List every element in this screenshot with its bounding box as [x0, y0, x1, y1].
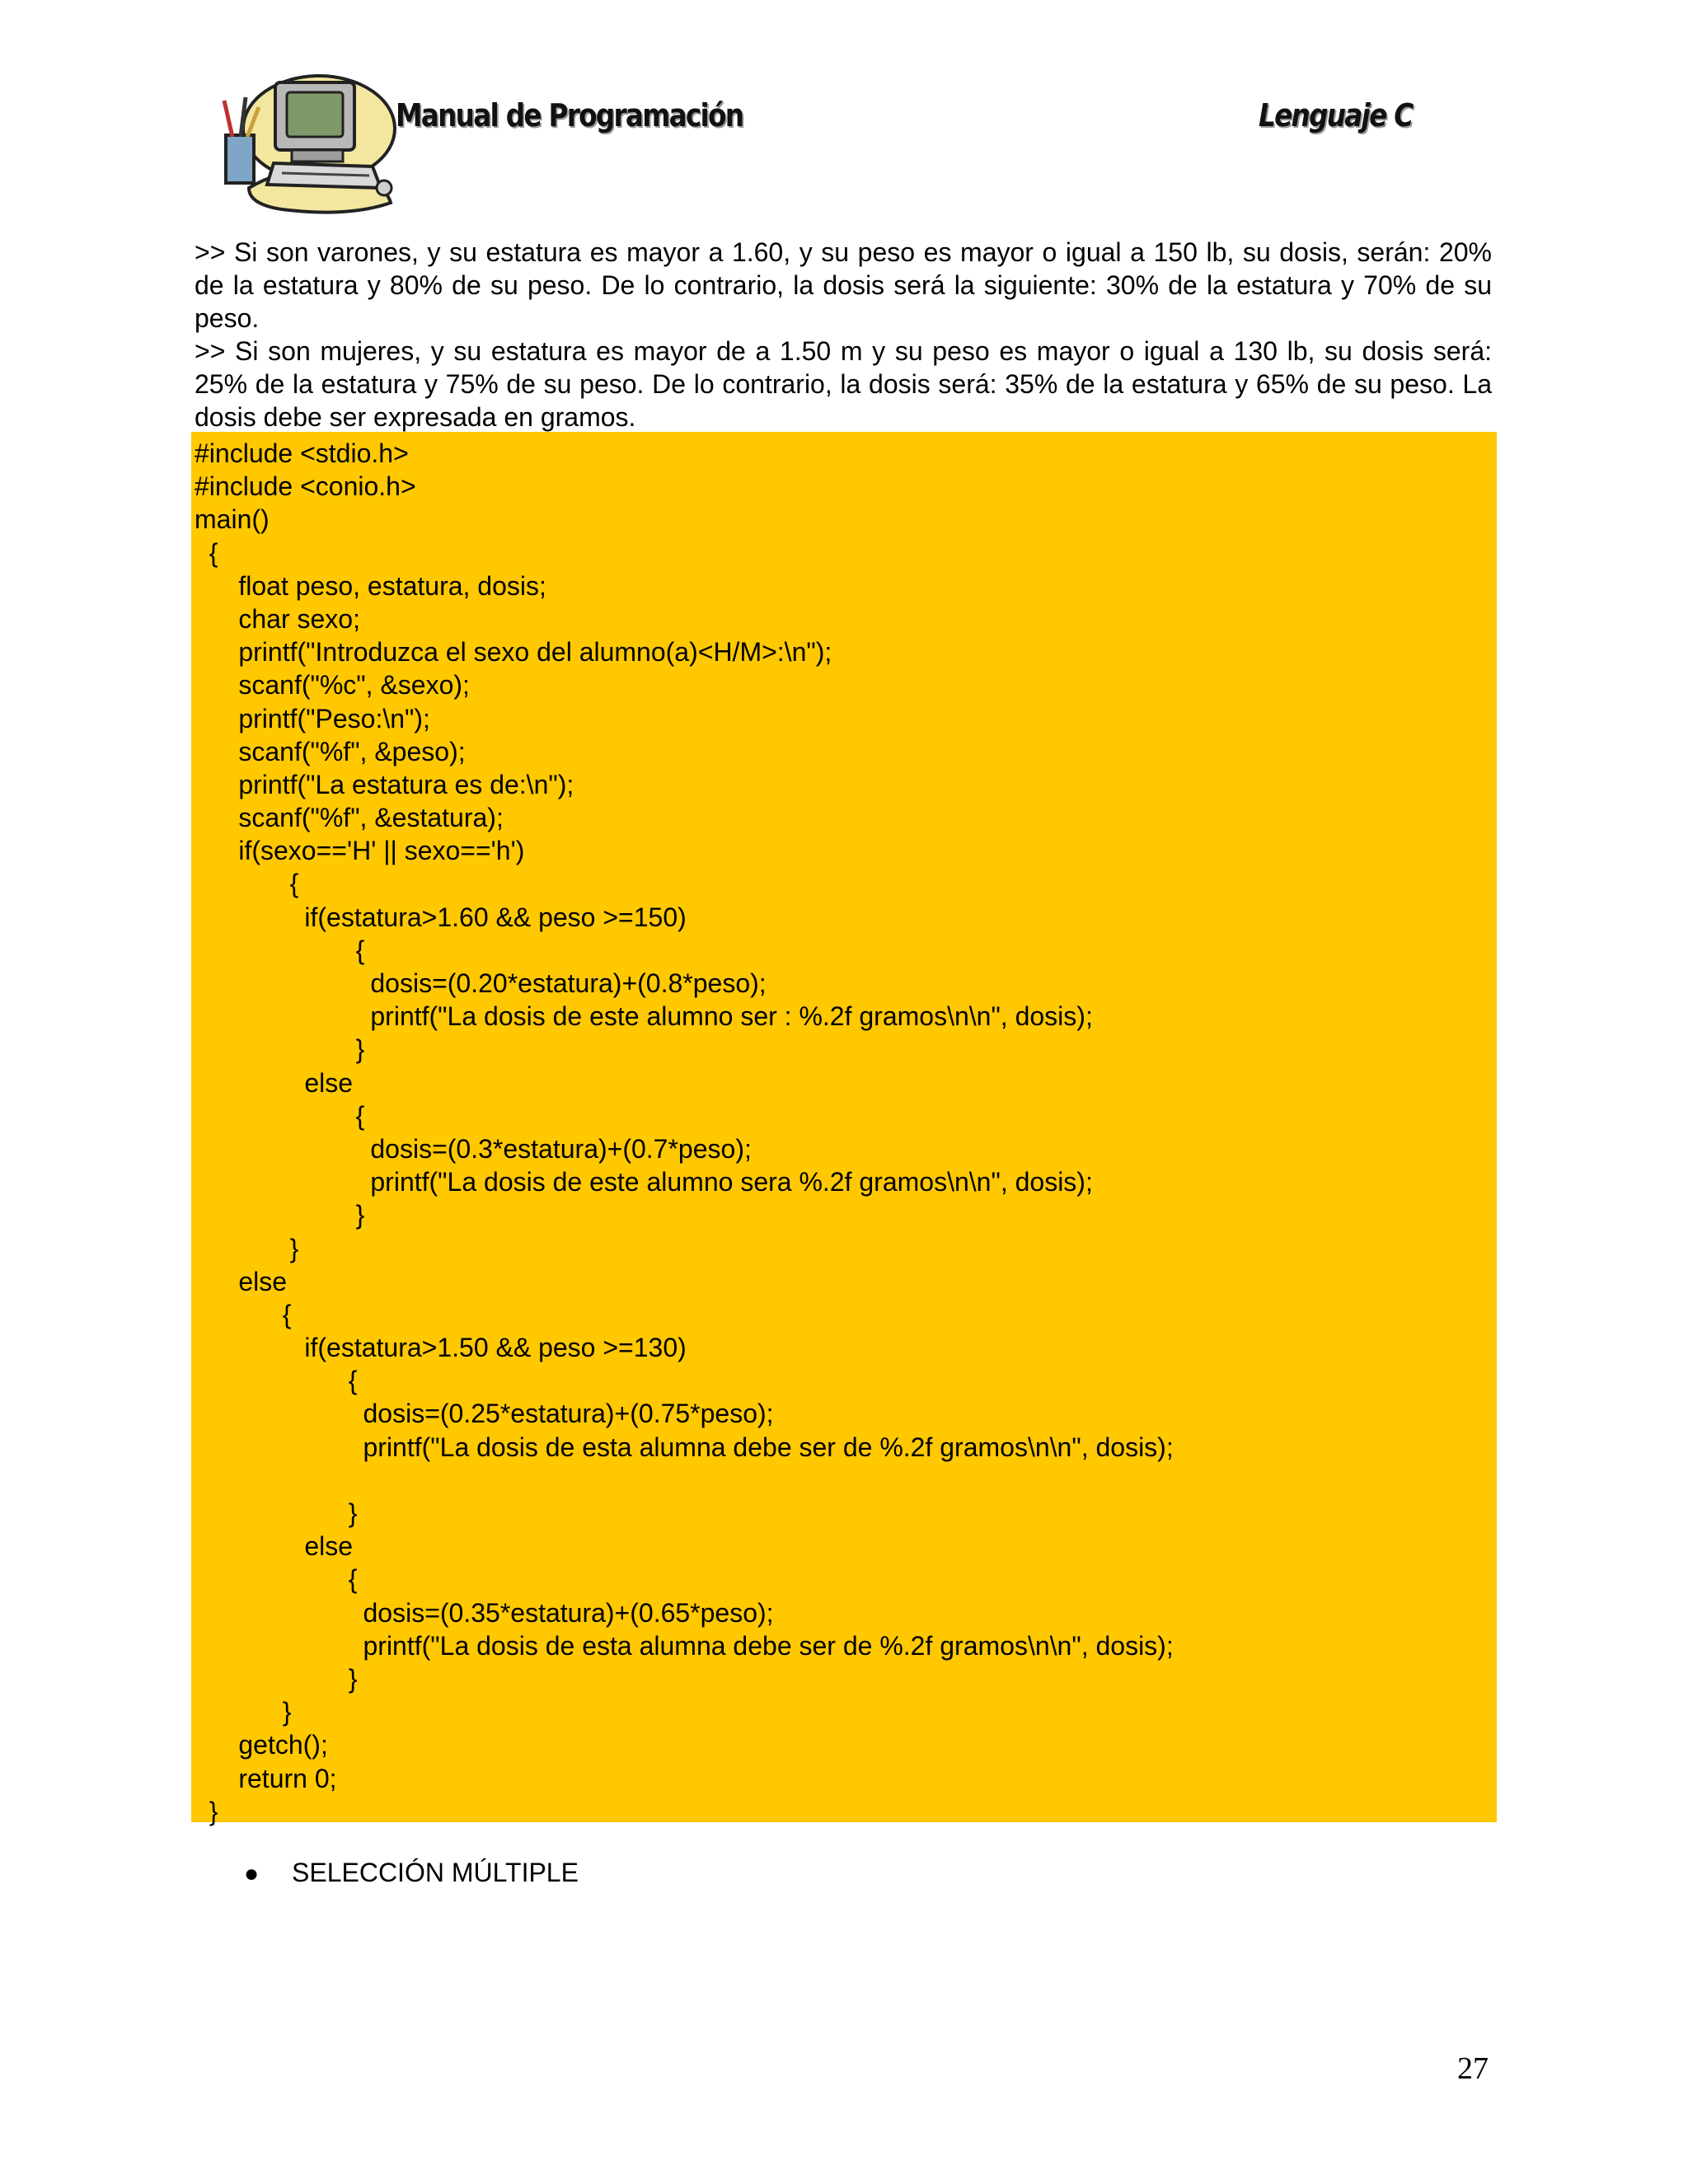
code-line: } — [195, 1233, 299, 1263]
code-line: else — [195, 1531, 354, 1562]
bullet-dot-icon: ● — [244, 1860, 260, 1887]
code-line: { — [195, 869, 299, 899]
code-block — [191, 432, 1497, 1826]
code-line: printf("Peso:\n"); — [195, 703, 430, 733]
code-line: printf("La dosis de esta alumna debe ser de %.2f gramos\n\n", dosis); — [195, 1432, 1174, 1462]
code-line: getch(); — [195, 1730, 328, 1760]
code-line: { — [195, 1100, 365, 1131]
code-line: else — [195, 1266, 288, 1296]
list-item-label: SELECCIÓN MÚLTIPLE — [292, 1858, 579, 1887]
code-line: { — [195, 1564, 358, 1595]
code-line: scanf("%f", &estatura); — [195, 803, 504, 833]
code-line: #include <conio.h> — [195, 471, 416, 502]
code-line: { — [195, 935, 365, 965]
code-line: if(sexo=='H' || sexo=='h') — [195, 836, 525, 866]
code-line: return 0; — [195, 1763, 337, 1793]
code-line: dosis=(0.25*estatura)+(0.75*peso); — [195, 1399, 774, 1429]
code-line: scanf("%f", &peso); — [195, 736, 466, 766]
language-title: Lenguaje C — [1259, 97, 1413, 134]
code-line: } — [195, 1796, 218, 1826]
list-item — [244, 1856, 579, 1891]
code-line: { — [195, 1299, 292, 1329]
page-number: 27 — [1457, 2051, 1489, 2086]
code-line: printf("La dosis de esta alumna debe ser de %.2f gramos\n\n", dosis); — [195, 1630, 1174, 1661]
code-line: } — [195, 1498, 358, 1528]
code-line: #include <stdio.h> — [195, 438, 409, 468]
code-line: printf("La estatura es de:\n"); — [195, 769, 574, 799]
code-line: } — [195, 1663, 358, 1694]
code-line: else — [195, 1067, 354, 1098]
code-line: char sexo; — [195, 603, 360, 634]
code-line: if(estatura>1.60 && peso >=150) — [195, 902, 687, 932]
code-line: dosis=(0.3*estatura)+(0.7*peso); — [195, 1133, 752, 1164]
code-line: } — [195, 1034, 365, 1065]
code-line: { — [195, 1366, 358, 1396]
manual-title: Manual de Programación — [396, 97, 743, 134]
code-line: printf("La dosis de este alumno sera %.2f gramos\n\n", dosis); — [195, 1167, 1093, 1197]
intro-paragraph-men: >> Si son varones, y su estatura es mayor a 1.60, y su peso es mayor o igual a 150 lb, su dosis, serán: 20% de la estatura y 80% de su peso. De lo contrario, la dosis será la siguiente: 30% de la estatura y 70% de su peso. — [195, 237, 1492, 333]
code-line: dosis=(0.35*estatura)+(0.65*peso); — [195, 1597, 774, 1628]
code-line: if(estatura>1.50 && peso >=130) — [195, 1333, 687, 1363]
code-line: printf("Introduzca el sexo del alumno(a)<H/M>:\n"); — [195, 637, 832, 668]
intro-paragraph-women: >> Si son mujeres, y su estatura es mayor de a 1.50 m y su peso es mayor o igual a 130 lb, su dosis será: 25% de la estatura y 75% de su peso. De lo contrario, la dosis será: 35% de la estatura y 65% de su peso. La dosis debe ser expresada en gramos. — [195, 336, 1492, 432]
code-line — [195, 1464, 1497, 1497]
code-line: dosis=(0.20*estatura)+(0.8*peso); — [195, 968, 767, 998]
code-line: float peso, estatura, dosis; — [195, 570, 546, 601]
computer-clipart-icon — [216, 64, 399, 221]
code-line: } — [195, 1697, 292, 1727]
code-line: scanf("%c", &sexo); — [195, 670, 470, 701]
code-line: main() — [195, 504, 270, 535]
intro-text — [195, 236, 1492, 434]
code-line: printf("La dosis de este alumno ser : %.2f gramos\n\n", dosis); — [195, 1001, 1093, 1032]
code-line: { — [195, 537, 218, 568]
code-line: } — [195, 1200, 365, 1230]
